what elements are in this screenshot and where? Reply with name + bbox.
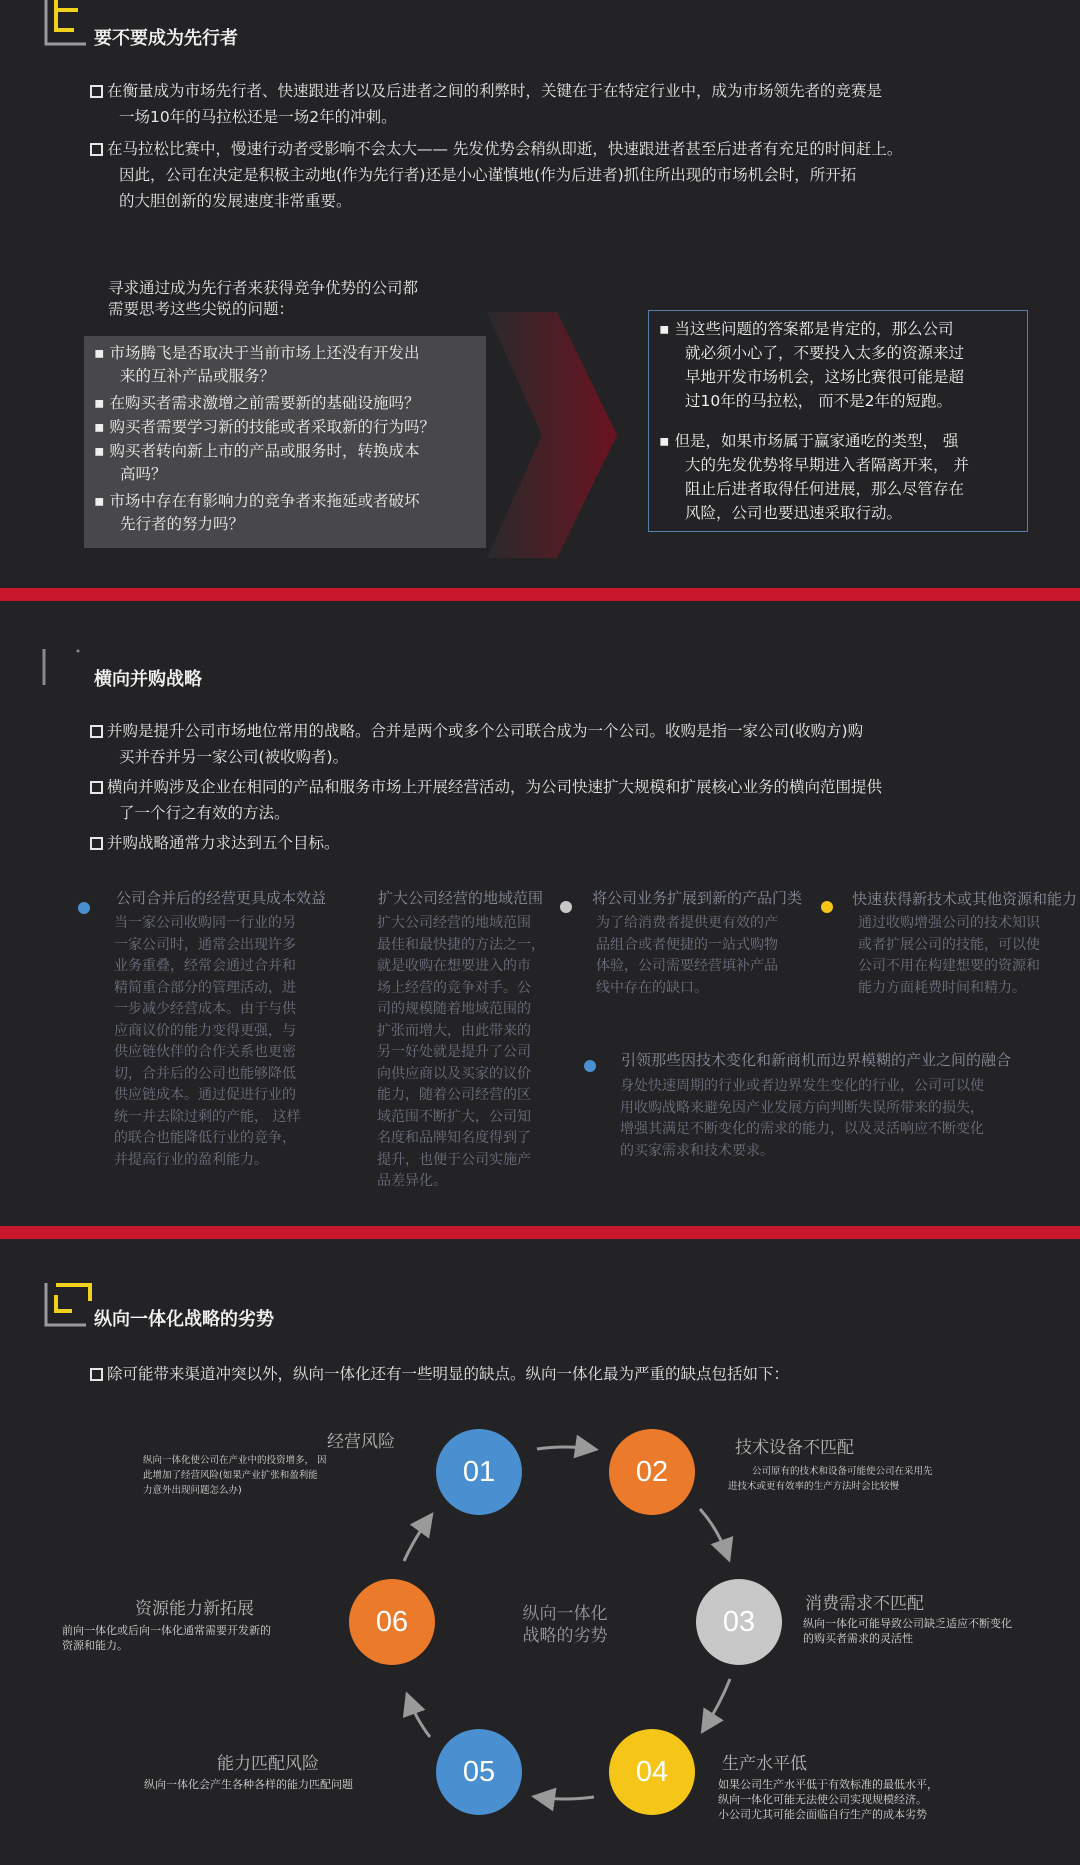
square-bullet-icon <box>90 85 103 98</box>
center-label: 纵向一体化 战略的劣势 <box>522 1604 608 1646</box>
bullet-item: 除可能带来渠道冲突以外，纵向一体化还有一些明显的缺点。纵向一体化最为严重的缺点包括如下： <box>90 1361 789 1387</box>
bullet-item: 并购战略通常力求达到五个目标。 <box>90 830 340 856</box>
answers-box <box>648 310 1028 532</box>
question-item: ▪ 购买者需要学习新的技能或者采取新的行为吗？ <box>94 418 435 436</box>
corner-bracket-icon <box>42 0 92 50</box>
goal-heading: 扩大公司经营的地域范围 <box>378 889 544 907</box>
answer-item: ▪ 但是，如果市场属于赢家通吃的类型， 强 大的先发优势将早期进入者隔离开来， 并 阻止后进者取得任何进展，那么尽管存在 风险，公司也要迅速采取行动。 <box>659 432 969 522</box>
node-03-circle: 03 <box>696 1579 782 1665</box>
goal-body: 扩大公司经营的地域范围 最佳和最快捷的方法之一， 就是收购在想要进入的市 场上经营的竞争对手。公 司的规模随着地域范围的 扩张而增大，由此带来的 另一好处就是提升了公司 向供应商以及买家的议价 能力，随着公司经营的区 域范围不断扩大，公司知 名度和品牌知名度得到了 提升，也便于公司实施产 品差异化。 <box>377 915 545 1189</box>
node-desc: 纵向一体化可能导致公司缺乏适应不断变化 的购买者需求的灵活性 <box>803 1617 1012 1645</box>
corner-bracket-icon <box>40 645 80 689</box>
node-label: 消费需求不匹配 <box>805 1594 924 1614</box>
section-first-mover <box>0 0 1080 585</box>
bullet-item: 在马拉松比赛中，慢速行动者受影响不会太大—— 先发优势会稍纵即逝，快速跟进者甚至后进者有充足的时间赶上。 因此，公司在决定是积极主动地(作为先行者)还是小心谨慎地(作为后进者)抓住所出现的市场机会时，所开拓 的大胆创新的发展速度非常重要。 <box>90 136 902 214</box>
answer-item: ▪ 当这些问题的答案都是肯定的，那么公司 就必须小心了，不要投入太多的资源来过 早地开发市场机会，这场比赛很可能是超 过10年的马拉松， 而不是2年的短跑。 <box>659 320 965 410</box>
question-item: ▪ 在购买者需求激增之前需要新的基础设施吗？ <box>94 394 420 412</box>
goal-heading: 快速获得新技术或其他资源和能力 <box>852 890 1078 908</box>
arrow-chevron-icon <box>487 312 617 558</box>
bullet-item: 横向并购涉及企业在相同的产品和服务市场上开展经营活动，为公司快速扩大规模和扩展核心业务的横向范围提供 了一个行之有效的方法。 <box>90 774 882 826</box>
section-divider <box>0 588 1080 601</box>
node-desc: 公司原有的技术和设备可能使公司在采用先 进技术或更有效率的生产方法时会比较慢 <box>728 1466 933 1492</box>
goal-heading: 公司合并后的经营更具成本效益 <box>116 889 327 907</box>
blue-dot-icon <box>584 1060 596 1072</box>
node-04-circle: 04 <box>609 1729 695 1815</box>
node-label: 生产水平低 <box>722 1754 807 1774</box>
node-label: 能力匹配风险 <box>217 1754 319 1774</box>
question-item: ▪ 购买者转向新上市的产品或服务时，转换成本 高吗？ <box>94 442 420 483</box>
blue-dot-icon <box>78 902 90 914</box>
yellow-dot-icon <box>821 901 833 913</box>
square-bullet-icon <box>90 837 103 850</box>
gray-dot-icon <box>560 901 572 913</box>
question-item: ▪ 市场中存在有影响力的竞争者来拖延或者破坏 先行者的努力吗？ <box>94 492 420 533</box>
section-vertical-integration <box>0 1239 1080 1865</box>
questions-box <box>84 336 486 548</box>
goal-body: 为了给消费者提供更有效的产 品组合或者便捷的一站式购物 体验，公司需要经营填补产品 线中存在的缺口。 <box>596 915 778 996</box>
node-desc: 纵向一体化会产生各种各样的能力匹配问题 <box>144 1778 353 1791</box>
node-desc: 前向一体化或后向一体化通常需要开发新的 资源和能力。 <box>62 1624 271 1652</box>
bullet-item: 在衡量成为市场先行者、快速跟进者以及后进者之间的利弊时，关键在于在特定行业中，成为市场领先者的竞赛是 一场10年的马拉松还是一场2年的冲刺。 <box>90 78 882 130</box>
section-title: 纵向一体化战略的劣势 <box>94 1309 274 1330</box>
goal-body: 通过收购增强公司的技术知识 或者扩展公司的技能，可以使 公司不用在构建想要的资源和 能力方面耗费时间和精力。 <box>858 915 1040 996</box>
question-item: ▪ 市场腾飞是否取决于当前市场上还没有开发出 来的互补产品或服务？ <box>94 344 420 385</box>
node-label: 经营风险 <box>327 1432 395 1452</box>
square-bullet-icon <box>90 143 103 156</box>
section-horizontal-merger <box>0 601 1080 1226</box>
goal-body: 身处快速周期的行业或者边界发生变化的行业，公司可以使 用收购战略来避免因产业发展方向判断失误所带来的损失， 增强其满足不断变化的需求的能力，以及灵活响应不断变化 的买家需求和技术要求。 <box>620 1078 984 1159</box>
node-desc: 纵向一体化使公司在产业中的投资增多， 因 此增加了经营风险(如果产业扩张和盈利能 力意外出现问题怎么办) <box>143 1455 327 1496</box>
bullet-item: 并购是提升公司市场地位常用的战略。合并是两个或多个公司联合成为一个公司。收购是指一家公司(收购方)购 买并吞并另一家公司(被收购者)。 <box>90 718 863 770</box>
square-bullet-icon <box>90 781 103 794</box>
node-01-circle: 01 <box>436 1429 522 1515</box>
node-label: 技术设备不匹配 <box>735 1438 854 1458</box>
node-label: 资源能力新拓展 <box>135 1599 254 1619</box>
node-desc: 如果公司生产水平低于有效标准的最低水平， 纵向一体化可能无法使公司实现规模经济。 小公司尤其可能会面临自行生产的成本劣势 <box>718 1778 938 1821</box>
node-06-circle: 06 <box>349 1579 435 1665</box>
node-02-circle: 02 <box>609 1429 695 1515</box>
section-divider <box>0 1226 1080 1239</box>
goal-heading: 将公司业务扩展到新的产品门类 <box>592 889 803 907</box>
goal-heading: 引领那些因技术变化和新商机而边界模糊的产业之间的融合 <box>621 1051 1012 1069</box>
questions-intro: 寻求通过成为先行者来获得竞争优势的公司都 需要思考这些尖锐的问题： <box>108 279 419 318</box>
square-bullet-icon <box>90 725 103 738</box>
node-05-circle: 05 <box>436 1729 522 1815</box>
cycle-arrows <box>0 1239 1080 1865</box>
section-title: 横向并购战略 <box>94 669 202 690</box>
section-title: 要不要成为先行者 <box>94 28 238 49</box>
goal-body: 当一家公司收购同一行业的另 一家公司时，通常会出现许多 业务重叠，经常会通过合并和 精简重合部分的管理活动，进 一步减少经营成本。由于与供 应商议价的能力变得更强，与 供应链伙伴的合作关系也更密 切，合并后的公司也能够降低 供应链成本。通过促进行业的 统一并去除过剩的产能， 这样 的联合也能降低行业的竞争， 并提高行业的盈利能力。 <box>114 915 301 1168</box>
